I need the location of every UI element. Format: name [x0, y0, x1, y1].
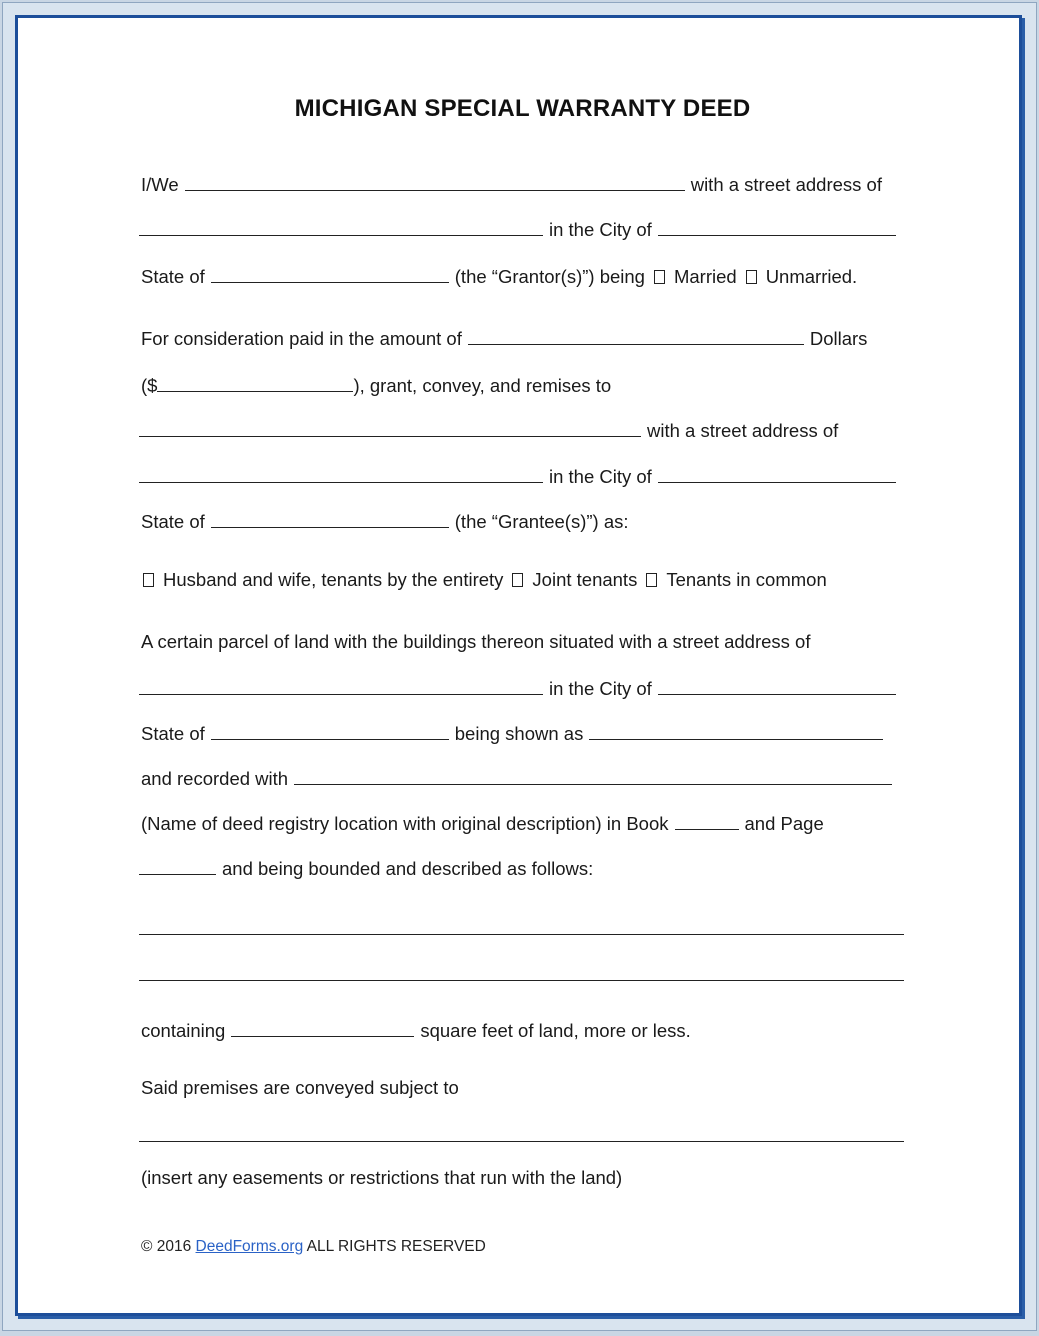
grantee-street-field[interactable]	[139, 465, 543, 483]
grantor-city-field[interactable]	[658, 218, 896, 236]
parcel-street-field[interactable]	[139, 677, 543, 695]
married-checkbox[interactable]	[654, 270, 665, 284]
recorded-with-field[interactable]	[294, 767, 892, 785]
footer	[141, 1238, 486, 1256]
tenants-common-checkbox[interactable]	[646, 573, 657, 587]
page-field[interactable]	[139, 857, 216, 875]
grantee-city-field[interactable]	[658, 465, 896, 483]
parcel-address-line	[139, 677, 896, 700]
grantee-name-line	[139, 419, 838, 442]
grantee-state-line	[141, 510, 629, 533]
grantor-city-label: in the City of	[549, 219, 652, 240]
parcel-intro-label: A certain parcel of land with the buildings thereon situated with a street address of	[141, 631, 811, 652]
grantee-as-label: (the “Grantee(s)”) as:	[454, 511, 629, 532]
grantee-state-field[interactable]	[211, 510, 449, 528]
parcel-state-line	[141, 722, 883, 745]
grantee-street-label: with a street address of	[647, 420, 839, 441]
rights-text: ALL RIGHTS RESERVED	[306, 1238, 486, 1255]
grantor-name-field[interactable]	[185, 173, 685, 191]
consideration-words-field[interactable]	[468, 327, 804, 345]
husband-wife-label: Husband and wife, tenants by the entirety	[163, 569, 504, 590]
registry-desc-label: (Name of deed registry location with original description) in Book	[141, 813, 669, 834]
square-feet-label: square feet of land, more or less.	[420, 1020, 691, 1041]
subject-to-label: Said premises are conveyed subject to	[141, 1077, 459, 1098]
being-shown-label: being shown as	[454, 723, 584, 744]
book-page-line	[141, 812, 824, 835]
consideration-line	[141, 327, 867, 350]
grantor-address-line	[139, 218, 896, 241]
tenants-common-label: Tenants in common	[666, 569, 827, 590]
containing-line	[141, 1019, 691, 1042]
dollars-label: Dollars	[809, 328, 868, 349]
book-field[interactable]	[675, 812, 739, 830]
parcel-intro-line	[141, 631, 810, 653]
description-line-2[interactable]	[139, 980, 904, 981]
subject-to-line	[141, 1077, 459, 1099]
recorded-with-label: and recorded with	[141, 768, 289, 789]
easements-note: (insert any easements or restrictions that run with the land)	[141, 1167, 623, 1188]
grantor-state-label: State of	[141, 266, 205, 287]
easements-note-line	[141, 1167, 622, 1189]
grantor-state-field[interactable]	[211, 265, 449, 283]
grant-line	[141, 374, 611, 397]
consideration-label: For consideration paid in the amount of	[141, 328, 462, 349]
containing-label: containing	[141, 1020, 226, 1041]
grantor-state-line	[141, 265, 857, 288]
paren-dollar-label: ($	[141, 375, 158, 396]
consideration-amount-field[interactable]	[157, 374, 353, 392]
being-shown-field[interactable]	[589, 722, 883, 740]
husband-wife-checkbox[interactable]	[143, 573, 154, 587]
copyright-text: © 2016	[141, 1238, 192, 1255]
document-page	[15, 15, 1022, 1316]
grantee-address-line	[139, 465, 896, 488]
grantor-street-label: with a street address of	[690, 174, 882, 195]
bounded-label: and being bounded and described as follows:	[222, 858, 594, 879]
square-feet-field[interactable]	[231, 1019, 414, 1037]
grantor-being-label: (the “Grantor(s)”) being	[454, 266, 645, 287]
easements-field[interactable]	[139, 1141, 904, 1142]
unmarried-checkbox[interactable]	[746, 270, 757, 284]
deedforms-link[interactable]: DeedForms.org	[195, 1238, 304, 1255]
and-page-label: and Page	[744, 813, 824, 834]
grantor-name-line	[141, 173, 882, 196]
iwe-label: I/We	[141, 174, 179, 195]
married-label: Married	[673, 266, 737, 287]
joint-tenants-label: Joint tenants	[532, 569, 638, 590]
grant-convey-label: ), grant, convey, and remises to	[353, 375, 612, 396]
parcel-state-label: State of	[141, 723, 205, 744]
grantor-street-field[interactable]	[139, 218, 543, 236]
unmarried-label: Unmarried.	[765, 266, 858, 287]
grantee-city-label: in the City of	[549, 466, 652, 487]
grantee-state-label: State of	[141, 511, 205, 532]
parcel-state-field[interactable]	[211, 722, 449, 740]
page-title: MICHIGAN SPECIAL WARRANTY DEED	[294, 95, 751, 122]
recorded-with-line	[141, 767, 892, 790]
bounded-line	[139, 857, 593, 880]
description-line-1[interactable]	[139, 934, 904, 935]
parcel-city-field[interactable]	[658, 677, 896, 695]
parcel-city-label: in the City of	[549, 678, 652, 699]
tenancy-line	[143, 569, 827, 591]
grantee-name-field[interactable]	[139, 419, 641, 437]
joint-tenants-checkbox[interactable]	[512, 573, 523, 587]
